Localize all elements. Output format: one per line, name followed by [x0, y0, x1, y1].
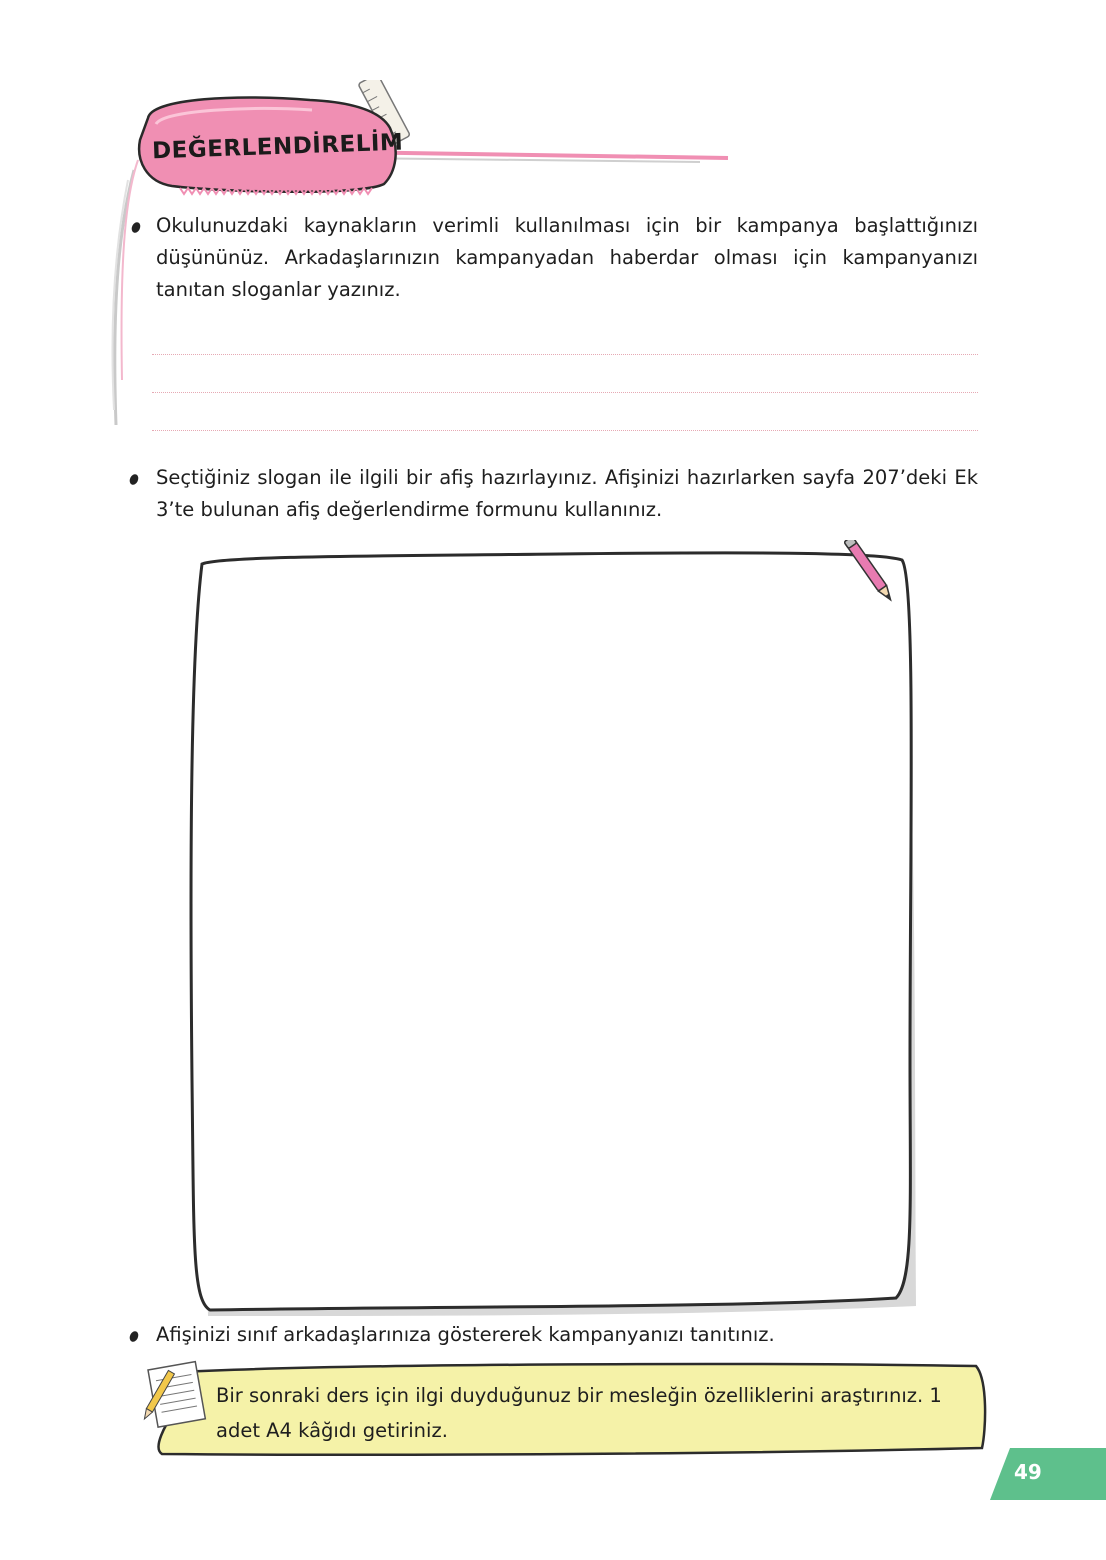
- bullet-icon: [128, 473, 140, 486]
- writing-line[interactable]: [152, 392, 978, 393]
- writing-line[interactable]: [152, 430, 978, 431]
- bullet-icon: [128, 1330, 140, 1343]
- instruction-text-2: Seçtiğiniz slogan ile ilgili bir afiş hazırlayınız. Afişinizi hazırlarken sayfa 207’deki Ek 3’te bulunan afiş değerlendirme formunu kullanınız.: [156, 466, 978, 521]
- page-number-tab: [990, 1448, 1106, 1500]
- instruction-text-1: Okulunuzdaki kaynakların verimli kullanılması için bir kampanya başlattığınızı düşününüz. Arkadaşlarınızın kampanyadan haberdar olması için kampanyanızı tanıtan sloganlar yazınız.: [156, 214, 978, 301]
- writing-line[interactable]: [152, 354, 978, 355]
- homework-note-text: Bir sonraki ders için ilgi duyduğunuz bir mesleğin özelliklerini araştırınız. 1 adet A4 kâğıdı getiriniz.: [216, 1384, 942, 1442]
- page-number: 49: [1014, 1460, 1042, 1484]
- notepad-pencil-icon: [140, 1362, 205, 1430]
- section-title: DEĞERLENDİRELİM: [151, 129, 404, 165]
- instruction-text-3: Afişinizi sınıf arkadaşlarınıza göstererek kampanyanızı tanıtınız.: [156, 1323, 775, 1346]
- poster-drawing-area[interactable]: [180, 540, 920, 1320]
